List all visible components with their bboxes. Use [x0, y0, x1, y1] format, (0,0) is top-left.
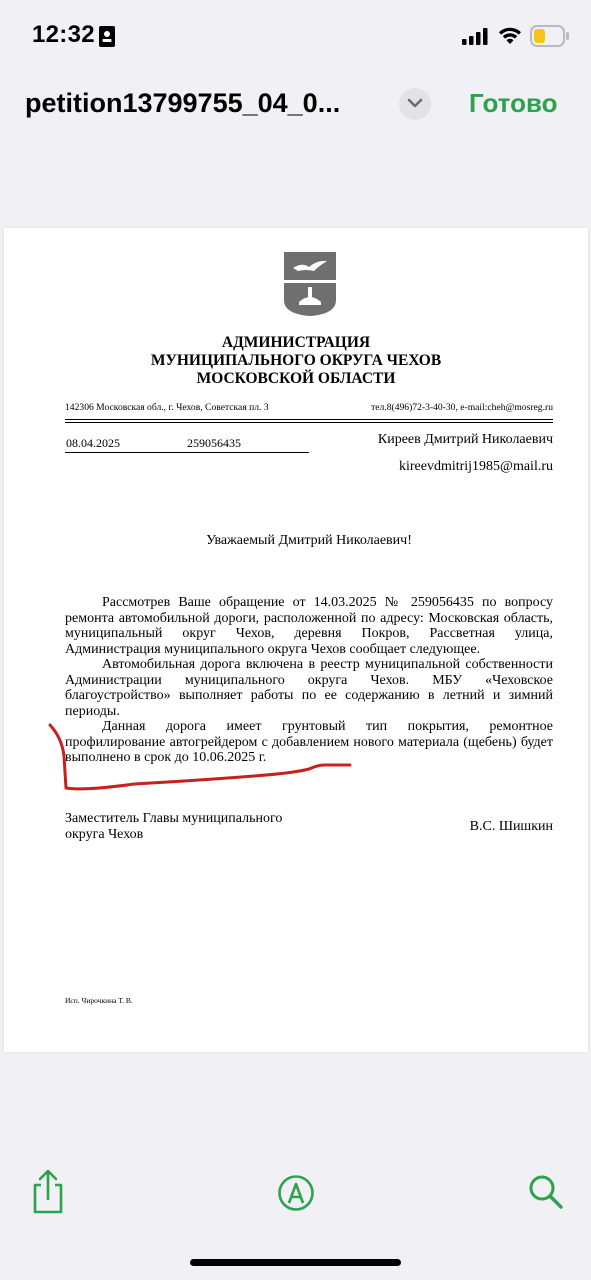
battery-icon — [530, 25, 570, 47]
letter-body — [65, 595, 553, 766]
executor-note: Исп. Чирочкина Т. В. — [65, 996, 133, 1005]
status-time: 12:32 — [32, 21, 95, 48]
recipient-email: kireevdmitrij1985@mail.ru — [398, 459, 553, 474]
letter-paragraph: Автомобильная дорога включена в реестр муниципальной собственности Администрации муниципального округа Чехов. МБУ «Чеховское благоустройство» выполняет работы по ее содержанию в летний и зимний периоды. — [65, 657, 553, 719]
organization-contacts: тел.8(496)72-3-40-30, e-mail:cheh@mosreg.ru — [371, 402, 553, 413]
markup-button[interactable] — [276, 1173, 316, 1213]
date-underline — [65, 452, 309, 453]
home-indicator — [190, 1259, 401, 1266]
id-card-icon — [99, 26, 115, 47]
search-button[interactable] — [526, 1172, 566, 1212]
signer-title: Заместитель Главы муниципального округа Чехов — [65, 811, 283, 842]
org-line: МУНИЦИПАЛЬНОГО ОКРУГА ЧЕХОВ — [150, 352, 442, 369]
header-divider — [65, 419, 553, 420]
share-icon — [28, 1168, 68, 1216]
organization-name — [4, 334, 588, 388]
done-button[interactable]: Готово — [469, 88, 558, 118]
header-divider — [65, 422, 553, 423]
letter-date: 08.04.2025 — [66, 436, 120, 450]
document-page — [4, 228, 588, 1052]
coat-of-arms-icon — [284, 252, 336, 316]
signer-name: В.С. Шишкин — [469, 819, 553, 834]
org-line: АДМИНИСТРАЦИЯ — [221, 334, 371, 351]
status-bar — [0, 0, 591, 70]
salutation: Уважаемый Дмитрий Николаевич! — [206, 533, 412, 548]
nav-bar — [0, 78, 591, 134]
letter-paragraph: Рассмотрев Ваше обращение от 14.03.2025 № 259056435 по вопросу ремонта автомобильной дороги, расположенной по адресу: Московская область, муниципальный округ Чехов, деревня Покров, Рассветная улица, Администрация муниципального округа Чехов сообщает следующее. — [65, 595, 553, 657]
cellular-signal-icon — [462, 28, 488, 45]
document-title[interactable]: petition13799755_04_0... — [25, 88, 341, 118]
title-menu-button[interactable] — [399, 88, 431, 120]
wifi-icon — [497, 25, 523, 45]
org-line: МОСКОВСКОЙ ОБЛАСТИ — [196, 370, 396, 387]
bottom-toolbar — [0, 1160, 591, 1230]
letter-paragraph: Данная дорога имеет грунтовый тип покрытия, ремонтное профилирование автогрейдером с добавлением нового материала (щебень) будет выполнено в срок до 10.06.2025 г. — [65, 719, 553, 765]
chevron-down-icon — [407, 98, 423, 108]
letter-number: 259056435 — [187, 436, 241, 450]
markup-icon — [276, 1173, 316, 1213]
organization-address: 142306 Московская обл., г. Чехов, Советская пл. 3 — [65, 402, 269, 413]
search-icon — [526, 1172, 566, 1212]
recipient-name: Киреев Дмитрий Николаевич — [377, 432, 553, 447]
share-button[interactable] — [28, 1168, 68, 1216]
